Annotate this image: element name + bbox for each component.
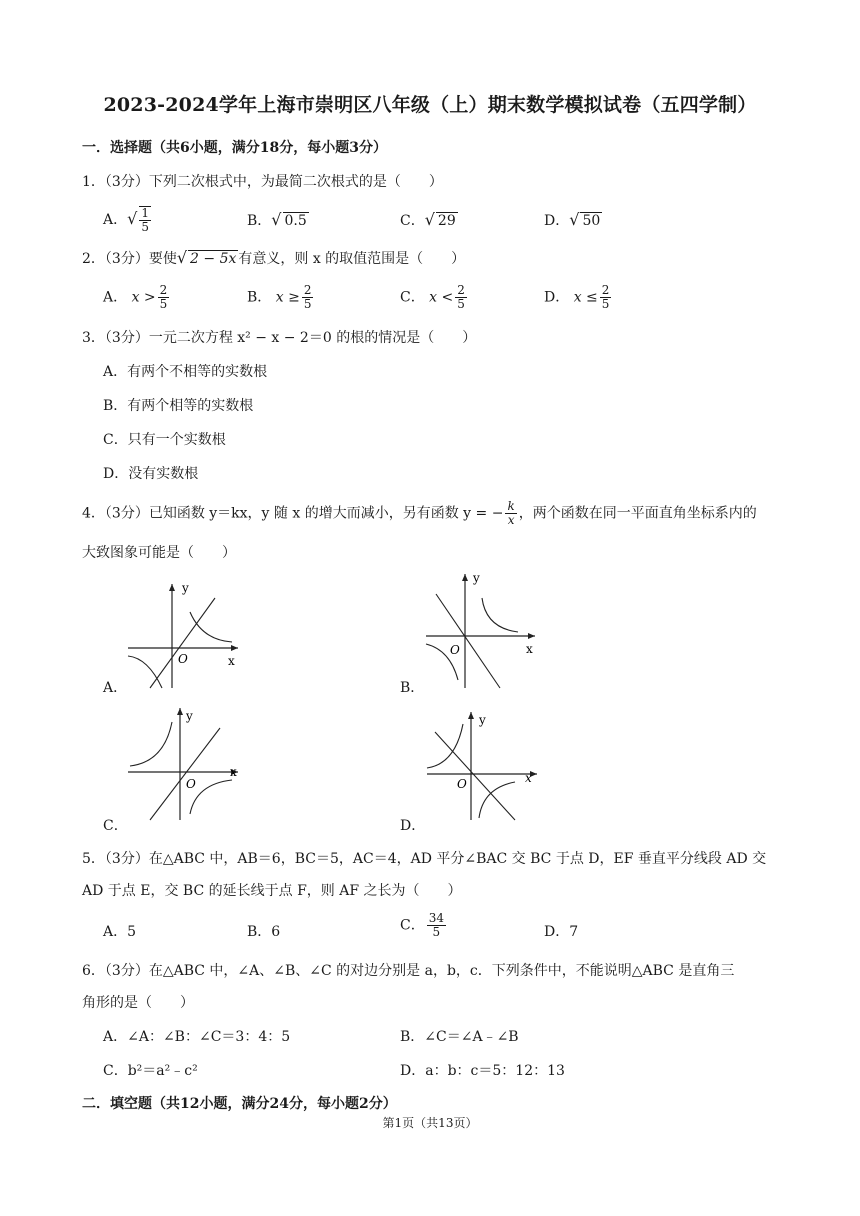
q4-option-b-label: B． — [400, 680, 425, 696]
q6-option-a: A．∠A：∠B：∠C＝3：4：5 — [103, 1029, 291, 1045]
q3-option-c: C．只有一个实数根 — [103, 432, 226, 448]
q1-option-d: D．√ 50 — [544, 210, 601, 229]
question-6-line-1: 6．（3分）在△ABC 中，∠A、∠B、∠C 的对边分别是 a，b，c．下列条件中，不能说明△ABC 是直角三 — [82, 963, 735, 979]
question-5-line-1: 5．（3分）在△ABC 中，AB＝6，BC＝5，AC＝4，AD 平分∠BAC 交 BC 于点 D，EF 垂直平分线段 AD 交 — [82, 851, 767, 867]
graph-d — [423, 710, 549, 822]
question-6-line-2: 角形的是（ ） — [82, 995, 194, 1011]
graph-d-x-label: x — [525, 771, 532, 785]
q5-option-c: C． $\frac{34}{5}$ — [400, 911, 444, 939]
graph-a-x-label: x — [228, 654, 235, 668]
question-5-line-2: AD 于点 E，交 BC 的延长线于点 F，则 AF 之长为（ ） — [82, 883, 462, 899]
question-1-stem: 1．（3分）下列二次根式中，为最简二次根式的是（ ） — [82, 174, 443, 190]
section-heading-fill: 二．填空题（共12小题，满分24分，每小题2分） — [82, 1096, 397, 1112]
q6-option-d: D．a：b：c＝5：12：13 — [400, 1063, 565, 1079]
graph-c — [124, 704, 252, 824]
graph-c-origin-label: O — [186, 777, 196, 791]
graph-b — [420, 570, 545, 692]
q4-option-d-label: D． — [400, 818, 426, 834]
q2-option-a: A． x > $\frac{2}{5}$ — [103, 283, 168, 311]
q3-option-b: B．有两个相等的实数根 — [103, 398, 254, 414]
q3-option-d: D．没有实数根 — [103, 466, 199, 482]
graph-d-origin-label: O — [457, 777, 467, 791]
graph-a-y-label: y — [182, 581, 189, 595]
q6-option-b: B．∠C＝∠A﹣∠B — [400, 1029, 519, 1045]
graph-c-y-label: y — [186, 709, 193, 723]
q5-option-a: A．5 — [103, 924, 137, 940]
graph-b-y-label: y — [473, 571, 480, 585]
question-2-stem: 2．（3分）要使√ 2 − 5x 有意义，则 x 的取值范围是（ ） — [82, 248, 466, 267]
q2-option-b: B． x ≥ $\frac{2}{5}$ — [247, 283, 312, 311]
q1-option-a: A．√ $\frac{1}{5}$ — [103, 206, 149, 234]
graph-b-origin-label: O — [450, 643, 460, 657]
q1-option-c: C．√ 29 — [400, 210, 456, 229]
graph-c-x-label: x — [230, 765, 237, 779]
q3-option-a: A．有两个不相等的实数根 — [103, 364, 268, 380]
graph-a — [120, 580, 250, 692]
question-3-stem: 3．（3分）一元二次方程 x² − x − 2＝0 的根的情况是（ ） — [82, 330, 477, 346]
q2-option-d: D． x ≤ $\frac{2}{5}$ — [544, 283, 610, 311]
question-4-line-2: 大致图象可能是（ ） — [82, 545, 236, 561]
q5-option-b: B．6 — [247, 924, 281, 940]
graph-b-x-label: x — [526, 642, 533, 656]
page-title: 2023-2024学年上海市崇明区八年级（上）期末数学模拟试卷（五四学制） — [103, 94, 757, 116]
question-4-stem: 4．（3分）已知函数 y＝kx，y 随 x 的增大而减小，另有函数 y = − $\frac{k}{x}$ ，两个函数在同一平面直角坐标系内的 — [82, 499, 757, 527]
q2-option-c: C． x < $\frac{2}{5}$ — [400, 283, 465, 311]
q4-option-a-label: A． — [103, 680, 128, 696]
section-heading-choice: 一．选择题（共6小题，满分18分，每小题3分） — [82, 140, 387, 156]
q6-option-c: C．b²＝a²﹣c² — [103, 1063, 198, 1079]
q4-option-c-label: C． — [103, 818, 128, 834]
q1-option-b: B．√ 0.5 — [247, 210, 307, 229]
q5-option-d: D．7 — [544, 924, 579, 940]
page-footer: 第1页（共13页） — [382, 1116, 478, 1130]
graph-a-origin-label: O — [178, 652, 188, 666]
graph-d-y-label: y — [479, 713, 486, 727]
